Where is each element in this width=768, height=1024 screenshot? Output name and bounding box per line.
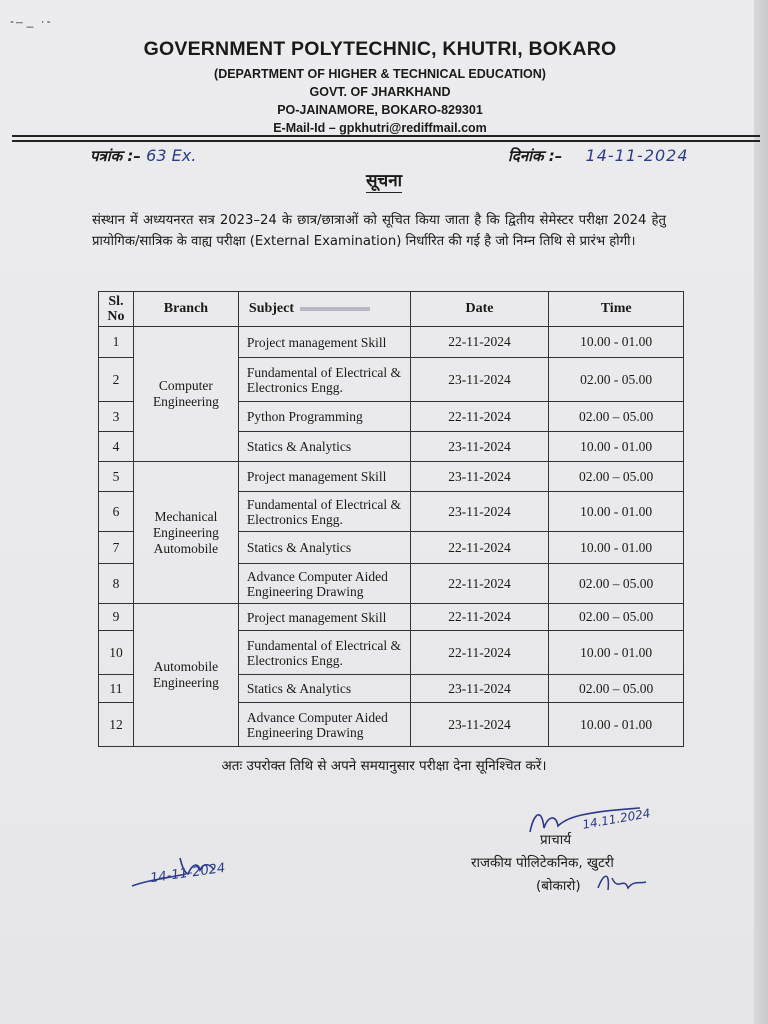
subject-cell: Project management Skill [238,604,410,631]
branch-cell: Mechanical Engineering Automobile [133,462,238,604]
letterhead [0,38,760,137]
date-cell: 23-11-2024 [410,675,549,703]
time-cell: 02.00 – 05.00 [549,564,684,604]
paper-edge [754,0,768,1024]
subject-cell: Python Programming [238,402,410,432]
sl-cell: 3 [99,402,134,432]
exam-schedule-table [98,291,684,747]
branch-cell: Computer Engineering [133,327,238,462]
date-cell: 23-11-2024 [410,358,549,402]
sl-cell: 12 [99,703,134,747]
ref-label: पत्रांक :– [90,147,141,165]
time-cell: 10.00 - 01.00 [549,432,684,462]
time-cell: 02.00 – 05.00 [549,604,684,631]
header-rule-bottom [12,140,760,142]
time-cell: 02.00 – 05.00 [549,402,684,432]
subject-cell: Project management Skill [238,462,410,492]
subject-cell: Advance Computer Aided Engineering Drawing [238,564,410,604]
table-row [99,604,684,631]
notice-title: सूचना [365,171,403,191]
subject-cell: Statics & Analytics [238,432,410,462]
sl-cell: 5 [99,462,134,492]
sl-cell: 7 [99,532,134,564]
col-branch: Branch [133,292,238,327]
table-row [99,327,684,358]
branch-cell: Automobile Engineering [133,604,238,747]
subject-cell: Statics & Analytics [238,532,410,564]
initials-scribble [594,868,654,898]
col-sl: Sl. No [99,292,134,327]
time-cell: 02.00 – 05.00 [549,462,684,492]
header-rule-top [12,135,760,137]
ink-smudge [300,307,370,311]
date-cell: 22-11-2024 [410,402,549,432]
time-cell: 10.00 - 01.00 [549,327,684,358]
date-cell: 23-11-2024 [410,462,549,492]
district-name: (बोकारो) [536,878,581,894]
designation: प्राचार्य [540,832,572,848]
date-cell: 22-11-2024 [410,564,549,604]
address-line: PO-JAINAMORE, BOKARO-829301 [277,103,483,117]
time-cell: 10.00 - 01.00 [549,532,684,564]
table-header-row [99,292,684,327]
date-cell: 22-11-2024 [410,532,549,564]
time-cell: 10.00 - 01.00 [549,492,684,532]
date-cell: 22-11-2024 [410,631,549,675]
date-label: दिनांक :– [508,147,563,165]
subject-cell: Fundamental of Electrical & Electronics Engg. [238,631,410,675]
closing-instruction: अतः उपरोक्त तिथि से अपने समयानुसार परीक्षा देना सूनिश्चित करें। [221,758,547,774]
sl-cell: 11 [99,675,134,703]
sl-cell: 10 [99,631,134,675]
date-value: 14-11-2024 [585,146,689,165]
time-cell: 02.00 – 05.00 [549,675,684,703]
reference-date [508,146,689,166]
time-cell: 10.00 - 01.00 [549,703,684,747]
sl-cell: 2 [99,358,134,402]
table-row [99,462,684,492]
govt-line: GOVT. OF JHARKHAND [309,85,451,99]
col-subject: Subject [238,292,410,327]
principal-signature-date: 14.11.2024 [581,806,652,832]
subject-cell: Fundamental of Electrical & Electronics Engg. [238,358,410,402]
date-cell: 23-11-2024 [410,492,549,532]
sl-cell: 8 [99,564,134,604]
institution-title: GOVERNMENT POLYTECHNIC, KHUTRI, BOKARO [143,38,617,60]
subject-cell: Fundamental of Electrical & Electronics Engg. [238,492,410,532]
reference-number [90,146,196,166]
institution-name-hindi: राजकीय पोलिटेकनिक, खुटरी [471,855,614,871]
time-cell: 02.00 - 05.00 [549,358,684,402]
col-time: Time [549,292,684,327]
sl-cell: 1 [99,327,134,358]
notice-body: संस्थान में अध्ययनरत सत्र 2023–24 के छात्र/छात्राओं को सूचित किया जाता है कि द्वितीय सेमेस्टर परीक्षा 2024 हेतु प्रायोगिक/सात्रिक के वाह्य परीक्षा (External Examination) निर्धारित की गई है जो निम्न तिथि से प्रारंभ होगी। [92,213,666,249]
sl-cell: 9 [99,604,134,631]
subject-cell: Advance Computer Aided Engineering Drawing [238,703,410,747]
date-cell: 23-11-2024 [410,703,549,747]
date-cell: 22-11-2024 [410,604,549,631]
date-cell: 23-11-2024 [410,432,549,462]
department-line: (DEPARTMENT OF HIGHER & TECHNICAL EDUCATION) [214,67,546,81]
time-cell: 10.00 - 01.00 [549,631,684,675]
col-date: Date [410,292,549,327]
left-signature [128,852,238,907]
ref-value: 63 Ex. [146,146,197,165]
sl-cell: 4 [99,432,134,462]
left-signature-date: 14-11-2024 [149,860,227,887]
sl-cell: 6 [99,492,134,532]
email-line: E-Mail-Id – gpkhutri@rediffmail.com [273,121,487,135]
subject-cell: Project management Skill [238,327,410,358]
date-cell: 22-11-2024 [410,327,549,358]
subject-cell: Statics & Analytics [238,675,410,703]
scan-mark: - ̶ _ ·- [10,14,53,28]
